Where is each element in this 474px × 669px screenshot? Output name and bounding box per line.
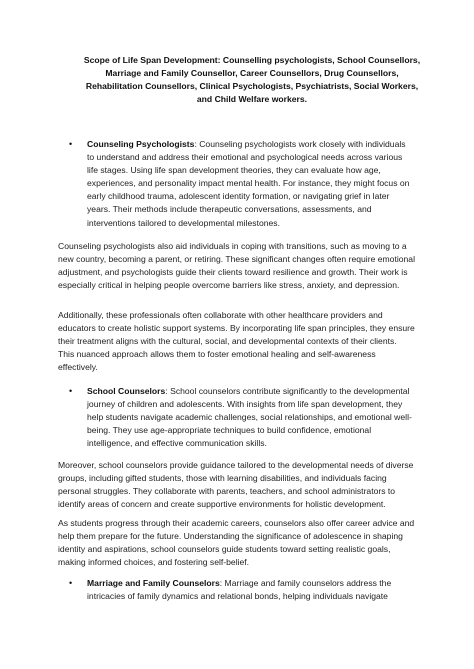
- paragraph-career-advice: As students progress through their academic careers, counselors also offer career advice and help them prepare for the future. Understanding the significance of adolescence in shaping identity and aspirations, school counselors guide students toward setting realistic goals, making informed choices, and fostering self-belief.: [58, 518, 415, 568]
- bullet-label: Marriage and Family Counselors: [87, 578, 220, 588]
- document-title: Scope of Life Span Development: Counselling psychologists, School Counsellors, Marriage and Family Counsellor, Career Counsellors, Drug Counsellors, Rehabilitation Counsellors, Clinical Psychologists, Psychiatrists, Social Workers, and Child Welfare workers.: [83, 55, 421, 104]
- bullet-marker: •: [69, 578, 73, 588]
- paragraph-school-guidance: Moreover, school counselors provide guidance tailored to the developmental needs of diverse groups, including gifted students, those with learning disabilities, and individuals facing personal struggles. They collaborate with parents, teachers, and school administrators to identify areas of concern and create supportive environments for holistic development.: [58, 460, 414, 510]
- bullet-label: School Counselors: [87, 386, 166, 396]
- bullet-text: : School counselors contribute significantly to the developmental journey of children and adolescents. With insights from life span development, they help students navigate academic challenges, social relationships, and emotional well-being. They use age-appropriate techniques to build confidence, emotional intelligence, and effective communication skills.: [87, 386, 412, 449]
- bullet-counseling-psychologists: [87, 138, 413, 230]
- bullet-label: Counseling Psychologists: [87, 139, 195, 149]
- paragraph-transitions: Counseling psychologists also aid individuals in coping with transitions, such as moving to a new country, becoming a parent, or retiring. These significant changes often require emotional adjustment, and psychologists guide their clients toward resilience and growth. Their work is especially critical in helping people overcome barriers like stress, anxiety, and depression.: [58, 241, 416, 291]
- bullet-marker: •: [69, 139, 73, 149]
- bullet-marker: •: [69, 386, 73, 396]
- bullet-school-counselors: [87, 385, 417, 450]
- bullet-text: : Counseling psychologists work closely with individuals to understand and address their emotional and psychological needs across various life stages. Using life span development theories, they can evaluate how age, experiences, and personality impact mental health. For instance, they might focus on early childhood trauma, adolescent identity formation, or navigating grief in later years. Their methods include therapeutic conversations, assessments, and interventions tailored to developmental milestones.: [87, 139, 410, 228]
- bullet-text: : Marriage and family counselors address the intricacies of family dynamics and relational bonds, helping individuals navigate: [87, 578, 392, 602]
- bullet-marriage-family-counselors: [87, 577, 413, 603]
- paragraph-collaboration: Additionally, these professionals often collaborate with other healthcare providers and educators to create holistic support systems. By incorporating life span principles, they ensure their treatment aligns with the cultural, social, and developmental contexts of their clients. This nuanced approach allows them to foster emotional healing and self-awareness effectively.: [58, 310, 415, 373]
